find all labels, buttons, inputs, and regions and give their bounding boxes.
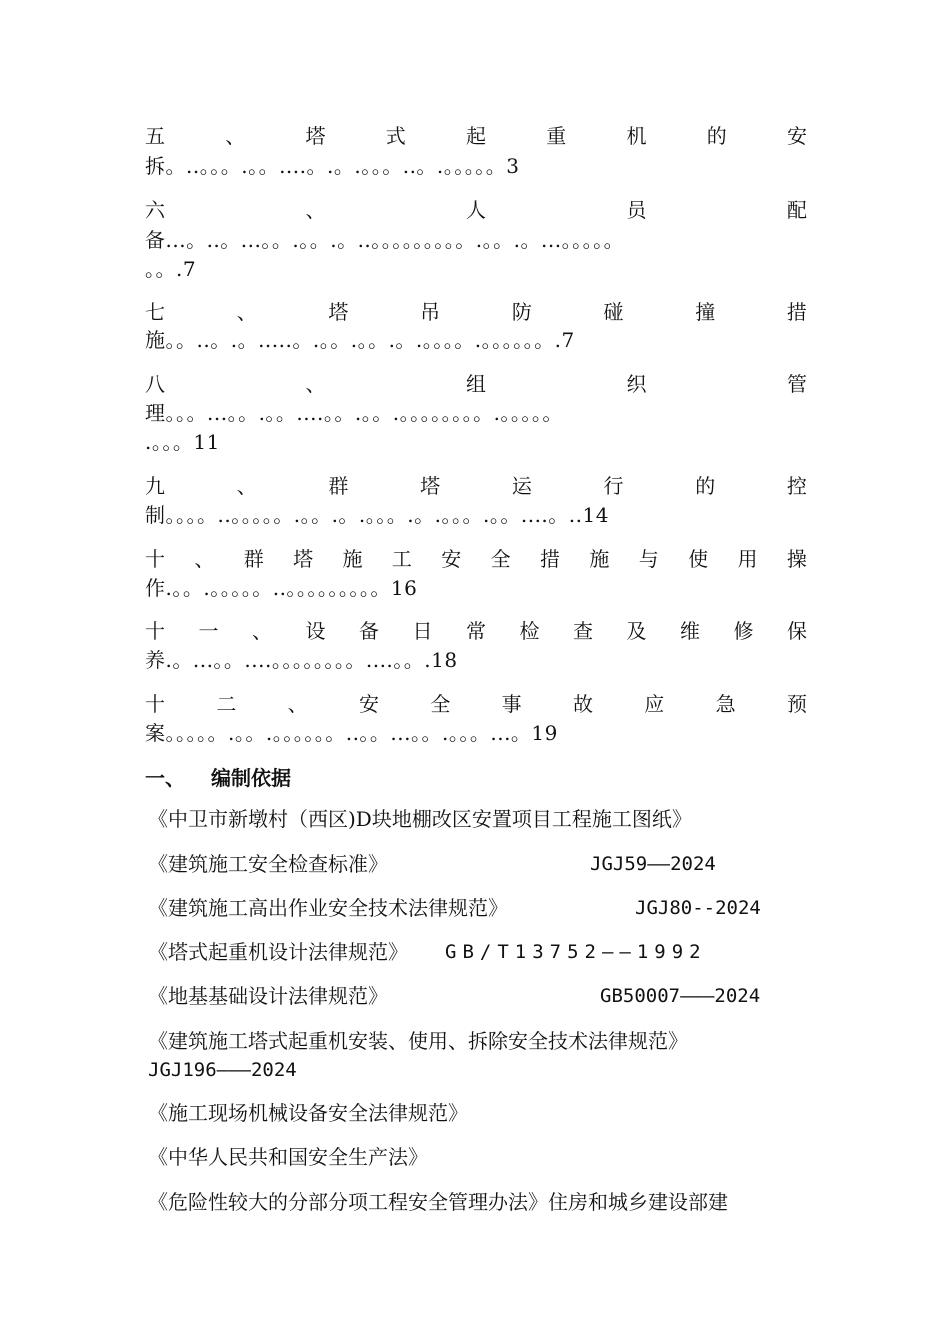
- toc-heading-char: 十: [145, 619, 165, 643]
- toc-heading-line: [145, 690, 807, 718]
- toc-heading-char: 措: [786, 300, 807, 324]
- toc-heading-char: 操: [786, 547, 807, 571]
- toc-heading-char: 查: [573, 619, 593, 643]
- toc-heading-char: 吊: [420, 300, 441, 324]
- toc-heading-char: 行: [603, 474, 624, 498]
- toc-heading-line: [145, 545, 807, 573]
- section-title: 编制依据: [211, 766, 291, 790]
- toc-heading-char: 管: [787, 372, 807, 396]
- toc-heading-char: 运: [511, 474, 532, 498]
- toc-leader-line: .。。。11: [145, 430, 220, 454]
- toc-heading-char: 十: [145, 547, 165, 571]
- toc-heading-char: 的: [706, 124, 727, 148]
- toc-heading-char: 的: [695, 474, 716, 498]
- standard-code: GB/T13752——1992: [445, 941, 707, 963]
- toc-heading-char: 碰: [603, 300, 624, 324]
- reference-item: 《中卫市新墩村（西区)D块地棚改区安置项目工程施工图纸》: [148, 807, 692, 831]
- toc-heading-char: 安: [441, 547, 462, 571]
- toc-heading-char: 常: [466, 619, 486, 643]
- toc-heading-char: 、: [225, 124, 246, 148]
- toc-heading-char: 控: [786, 474, 807, 498]
- toc-heading-char: 防: [511, 300, 532, 324]
- toc-heading-char: 、: [236, 300, 257, 324]
- toc-heading-char: 、: [252, 619, 272, 643]
- toc-heading-char: 检: [519, 619, 540, 643]
- toc-heading-char: 施: [342, 547, 363, 571]
- toc-heading-char: 故: [572, 692, 593, 716]
- toc-heading-char: 塔: [305, 124, 326, 148]
- reference-item: 《中华人民共和国安全生产法》: [148, 1145, 428, 1169]
- standard-code: JGJ59——2024: [590, 853, 716, 875]
- toc-heading-char: 机: [626, 124, 647, 148]
- standard-code: JGJ196———2024: [148, 1059, 297, 1081]
- toc-leader-line: 备...。..。...。。.。。.。..。。。。。。。。。.。。.。...。。。。。: [145, 228, 625, 252]
- toc-heading-line: [145, 472, 807, 500]
- toc-leader-line: 案。。。。。.。。.。。。。。。..。。...。。.。。。...。19: [145, 721, 558, 745]
- reference-item: 《地基基础设计法律规范》: [148, 984, 388, 1008]
- toc-heading-char: 群: [328, 474, 349, 498]
- toc-heading-char: 工: [391, 547, 412, 571]
- toc-heading-char: 、: [305, 198, 326, 222]
- reference-item: 《施工现场机械设备安全法律规范》: [148, 1101, 468, 1125]
- toc-heading-char: 日: [412, 619, 433, 643]
- toc-heading-char: 织: [626, 372, 647, 396]
- reference-item: 《危险性较大的分部分项工程安全管理办法》住房和城乡建设部建: [148, 1190, 728, 1214]
- toc-heading-char: 塔: [420, 474, 441, 498]
- toc-heading-char: 六: [145, 198, 165, 222]
- reference-item: 《建筑施工塔式起重机安装、使用、拆除安全技术法律规范》: [148, 1029, 688, 1053]
- toc-heading-char: 保: [787, 619, 807, 643]
- toc-heading-char: 十: [145, 692, 165, 716]
- toc-heading-char: 二: [216, 692, 237, 716]
- toc-heading-char: 人: [466, 198, 486, 222]
- toc-heading-char: 起: [466, 124, 486, 148]
- toc-heading-char: 、: [194, 547, 215, 571]
- toc-heading-char: 应: [644, 692, 665, 716]
- reference-item: 《建筑施工高出作业安全技术法律规范》: [148, 896, 508, 920]
- toc-heading-char: 设: [305, 619, 326, 643]
- reference-item: 《建筑施工安全检查标准》: [148, 852, 388, 876]
- toc-leader-line: 作.。。.。。。。。..。。。。。。。。。16: [145, 576, 418, 600]
- toc-heading-char: 、: [236, 474, 257, 498]
- toc-heading-char: 及: [626, 619, 647, 643]
- toc-leader-line: 拆。..。。。.。。....。.。.。。。..。.。。。。。3: [145, 154, 520, 178]
- toc-heading-char: 措: [540, 547, 560, 571]
- toc-heading-char: 塔: [293, 547, 314, 571]
- toc-heading-char: 重: [546, 124, 567, 148]
- toc-heading-char: 施: [589, 547, 610, 571]
- toc-heading-char: 组: [466, 372, 486, 396]
- toc-leader-line: 。。.7: [145, 257, 197, 281]
- section-number: 一、: [145, 766, 185, 790]
- toc-heading-char: 配: [787, 198, 807, 222]
- toc-heading-char: 与: [638, 547, 659, 571]
- toc-heading-line: [145, 370, 807, 398]
- toc-leader-line: 制。。。。..。。。。。.。。.。.。。。.。.。。。.。。....。..14: [145, 503, 609, 527]
- toc-heading-char: 全: [490, 547, 511, 571]
- toc-heading-char: 备: [359, 619, 379, 643]
- toc-heading-char: 预: [786, 692, 807, 716]
- reference-item: 《塔式起重机设计法律规范》: [148, 940, 408, 964]
- toc-heading-char: 全: [430, 692, 451, 716]
- toc-heading-char: 修: [733, 619, 754, 643]
- toc-heading-char: 九: [145, 474, 165, 498]
- toc-heading-char: 用: [737, 547, 758, 571]
- toc-leader-line: 施。。..。.。.....。.。。.。。.。.。。。。.。。。。。。.7: [145, 328, 575, 352]
- toc-heading-char: 安: [358, 692, 379, 716]
- toc-heading-char: 员: [626, 198, 647, 222]
- toc-leader-line: 理。。。...。。.。。....。。.。。.。。。。。。。。.。。。。。: [145, 401, 563, 425]
- toc-heading-line: [145, 298, 807, 326]
- toc-heading-char: 塔: [328, 300, 349, 324]
- toc-heading-char: 急: [715, 692, 736, 716]
- toc-heading-char: 维: [680, 619, 700, 643]
- toc-heading-char: 五: [145, 124, 165, 148]
- toc-heading-char: 、: [305, 372, 326, 396]
- section-heading: [145, 762, 291, 791]
- toc-heading-char: 式: [385, 124, 406, 148]
- toc-heading-char: 使: [688, 547, 709, 571]
- toc-leader-line: 养.。...。。....。。。。。。。。....。。.18: [145, 648, 458, 672]
- toc-heading-line: [145, 122, 807, 150]
- toc-heading-line: [145, 617, 807, 645]
- toc-heading-char: 一: [198, 619, 219, 643]
- standard-code: JGJ80--2024: [635, 897, 761, 919]
- toc-heading-char: 撞: [695, 300, 716, 324]
- toc-heading-line: [145, 196, 807, 224]
- toc-heading-char: 七: [145, 300, 165, 324]
- toc-heading-char: 八: [145, 372, 165, 396]
- toc-heading-char: 、: [287, 692, 308, 716]
- toc-heading-char: 安: [787, 124, 807, 148]
- standard-code: GB50007———2024: [600, 985, 761, 1007]
- toc-heading-char: 事: [501, 692, 522, 716]
- toc-heading-char: 群: [243, 547, 264, 571]
